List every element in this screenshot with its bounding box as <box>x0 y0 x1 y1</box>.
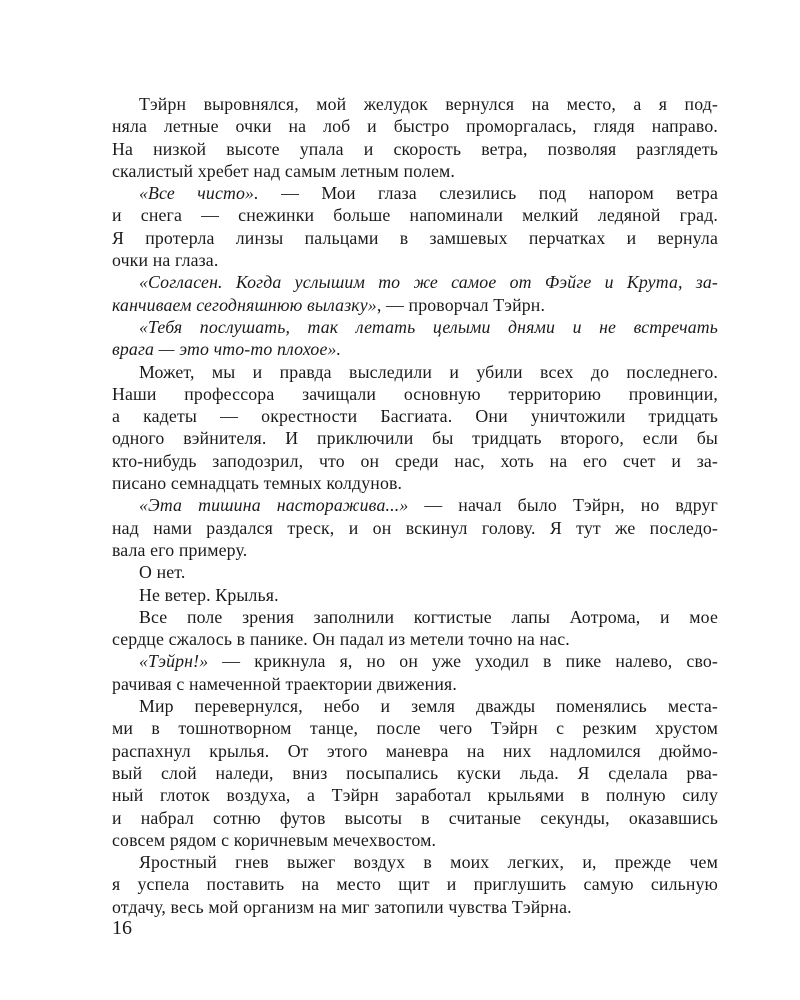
text-line <box>112 405 718 427</box>
text-run: очки на глаза. <box>112 250 219 271</box>
text-line <box>112 717 718 739</box>
text-run: над нами раздался треск, и он вскинул голову. Я тут же последо- <box>112 517 718 538</box>
text-line <box>112 138 718 160</box>
text-run: — Мои глаза слезились под напором ветра <box>258 183 718 204</box>
text-line <box>112 650 718 672</box>
italic-text-run: «Согласен. Когда услышим то же самое от Фэйге и Крута, за- <box>139 272 718 293</box>
text-line <box>112 606 718 628</box>
italic-text-run: «Эта тишина настораживa...» <box>139 495 409 516</box>
italic-text-run: «Тебя послушать, так летать целыми днями и не встречать <box>139 316 718 337</box>
text-run: ми в тошнотворном танце, после чего Тэйрн с резким хрустом <box>112 718 718 739</box>
text-run: ный глоток воздуха, а Тэйрн заработал крыльями в полную силу <box>112 785 718 806</box>
text-run: — крикнула я, но он уже уходил в пике налево, сво- <box>208 651 718 672</box>
text-line <box>112 271 718 293</box>
text-line <box>112 873 718 895</box>
text-line <box>112 361 718 383</box>
text-run: и набрал сотню футов высоты в считаные секунды, оказавшись <box>112 807 718 828</box>
text-line <box>112 762 718 784</box>
text-run: Я протерла линзы пальцами в замшевых перчатках и вернула <box>112 227 718 248</box>
text-line <box>112 338 718 360</box>
text-line <box>112 784 718 806</box>
text-run: О нет. <box>139 562 186 583</box>
text-run: одного вэйнителя. И приключили бы тридцать второго, если бы <box>112 428 718 449</box>
text-run: Тэйрн выровнялся, мой желудок вернулся на место, а я под- <box>139 94 718 114</box>
text-line <box>112 896 718 918</box>
text-run: и снега — снежинки больше напоминали мелкий ледяной град. <box>112 205 718 226</box>
text-line <box>112 539 718 561</box>
text-run: Не ветер. Крылья. <box>139 584 279 605</box>
text-line <box>112 294 718 316</box>
text-line <box>112 851 718 873</box>
text-line <box>112 673 718 695</box>
italic-text-run: «Все чисто». <box>139 183 259 204</box>
page-number: 16 <box>112 917 132 939</box>
text-run: На низкой высоте упала и скорость ветра, позволяя разглядеть <box>112 138 718 159</box>
text-run: Яростный гнев выжег воздух в моих легких, и, прежде чем <box>139 852 718 873</box>
text-line <box>112 115 718 137</box>
text-line <box>112 561 718 583</box>
text-line <box>112 93 718 115</box>
italic-text-run: канчиваем сегодняшнюю вылазку» <box>112 294 377 315</box>
text-run: Наши профессора зачищали основную территорию провинции, <box>112 383 718 404</box>
text-run: совсем рядом с коричневым мечехвостом. <box>112 829 437 850</box>
italic-text-run: «Тэйрн!» <box>139 651 209 672</box>
text-line <box>112 160 718 182</box>
text-line <box>112 695 718 717</box>
text-run: Все поле зрения заполнили когтистые лапы Аотрома, и мое <box>139 606 718 627</box>
text-line <box>112 517 718 539</box>
text-run: а кадеты — окрестности Басгиата. Они уничтожили тридцать <box>112 406 718 427</box>
text-line <box>112 829 718 851</box>
text-line <box>112 427 718 449</box>
text-line <box>112 316 718 338</box>
text-line <box>112 450 718 472</box>
text-line <box>112 740 718 762</box>
text-run: Может, мы и правда выследили и убили всех до последнего. <box>139 361 718 382</box>
text-run: , — проворчал Тэйрн. <box>376 294 546 315</box>
text-run: Мир перевернулся, небо и земля дважды поменялись места- <box>139 696 718 717</box>
text-run: вый слой наледи, вниз посыпались куски льда. Я сделала рва- <box>112 762 718 783</box>
text-line <box>112 383 718 405</box>
text-run: скалистый хребет над самым летным полем. <box>112 160 455 181</box>
text-line <box>112 472 718 494</box>
text-run: сердце сжалось в панике. Он падал из метели точно на нас. <box>112 629 570 650</box>
italic-text-run: врага — это что-то плохое». <box>112 339 342 360</box>
text-run: отдачу, весь мой организм на миг затопили чувства Тэйрна. <box>112 896 572 917</box>
text-run: писано семнадцать темных колдунов. <box>112 473 403 494</box>
text-line <box>112 182 718 204</box>
text-run: вала его примеру. <box>112 539 248 560</box>
text-run: я успела поставить на место щит и приглушить самую сильную <box>112 874 718 895</box>
text-run: — начал было Тэйрн, но вдруг <box>408 495 718 516</box>
text-run: распахнул крылья. От этого маневра на них надломился дюймо- <box>112 740 718 761</box>
text-run: рачивая с намеченной траектории движения. <box>112 673 457 694</box>
text-line <box>112 807 718 829</box>
text-run: няла летные очки на лоб и быстро проморгалась, глядя направо. <box>112 116 718 137</box>
text-line <box>112 204 718 226</box>
text-line <box>112 494 718 516</box>
text-line <box>112 584 718 606</box>
text-line <box>112 628 718 650</box>
text-line <box>112 249 718 271</box>
page-body-text <box>112 93 718 918</box>
text-run: кто-нибудь заподозрил, что он среди нас, хоть на его счет и за- <box>112 450 718 471</box>
text-line <box>112 227 718 249</box>
